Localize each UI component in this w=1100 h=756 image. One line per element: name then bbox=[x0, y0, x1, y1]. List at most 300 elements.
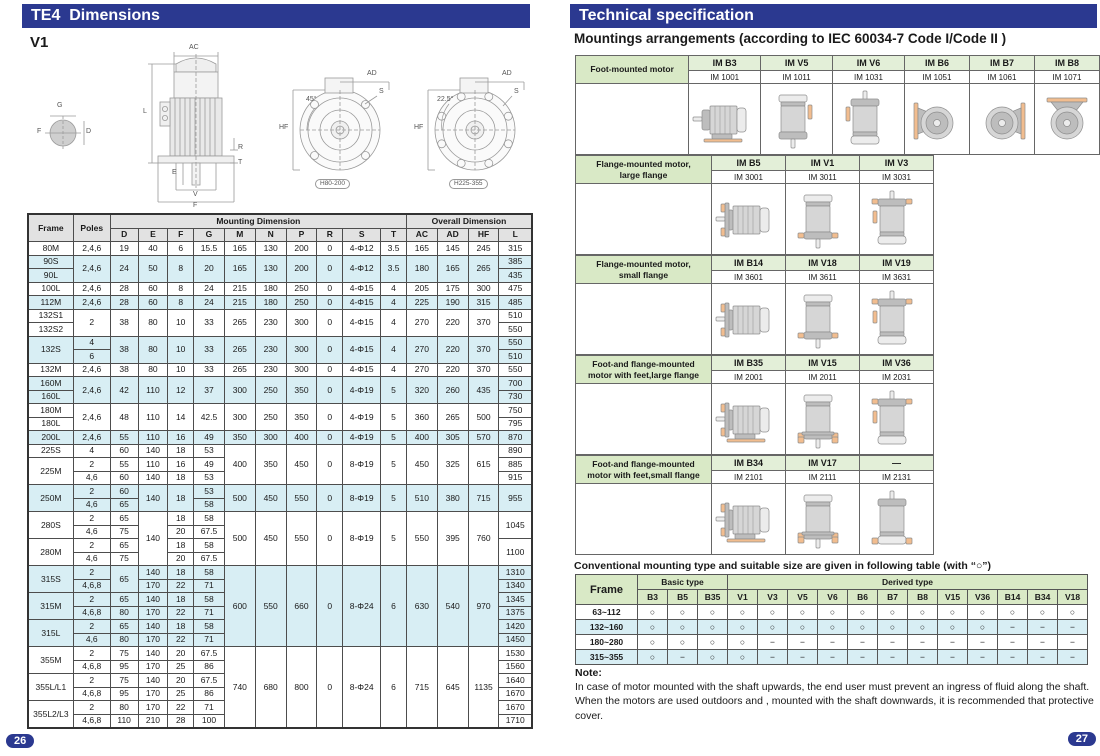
column-header: Mounting Dimension bbox=[110, 214, 406, 228]
dimension-cell: 730 bbox=[499, 390, 532, 404]
suitability-row bbox=[576, 605, 1088, 620]
dimension-cell: 550 bbox=[499, 363, 532, 377]
dim-label-v: V bbox=[193, 191, 198, 198]
mounting-section-table bbox=[575, 55, 1100, 155]
dimension-cell: 1640 bbox=[499, 674, 532, 688]
dimension-cell: 48 bbox=[110, 404, 138, 431]
dimension-cell: 14 bbox=[168, 404, 194, 431]
im-numeric-code: IM 1031 bbox=[833, 71, 905, 84]
dimension-cell: 6 bbox=[381, 647, 407, 729]
note-block bbox=[575, 666, 1097, 723]
dim-label-f2: F bbox=[193, 202, 198, 209]
suitability-mark: ○ bbox=[818, 605, 848, 620]
dimension-cell: 355M bbox=[28, 647, 73, 674]
dimension-cell: 170 bbox=[138, 660, 168, 674]
empty-cell bbox=[576, 384, 712, 455]
mounting-section-table bbox=[575, 355, 934, 455]
page-number-right: 27 bbox=[1068, 732, 1096, 746]
dimension-cell: 550 bbox=[499, 336, 532, 350]
dimension-cell: 20 bbox=[168, 552, 194, 566]
suitability-mark: ○ bbox=[698, 605, 728, 620]
dimension-cell: 65 bbox=[110, 566, 138, 593]
im-numeric-code: IM 3001 bbox=[712, 171, 786, 184]
dimension-cell: 55 bbox=[110, 431, 138, 445]
suitability-mark: ○ bbox=[938, 605, 968, 620]
dimension-cell: 250 bbox=[255, 404, 286, 431]
dimension-cell: 1420 bbox=[499, 620, 532, 634]
dimension-cell: 370 bbox=[468, 336, 499, 363]
dimension-cell: 550 bbox=[406, 512, 437, 566]
empty-cell bbox=[576, 284, 712, 355]
dimension-cell: 485 bbox=[499, 296, 532, 310]
dimension-cell: 510 bbox=[499, 309, 532, 323]
dimension-cell: 80 bbox=[110, 633, 138, 647]
dimension-cell: 65 bbox=[110, 593, 138, 607]
dimension-cell: 42 bbox=[110, 377, 138, 404]
dimension-cell: 4,6,8 bbox=[73, 687, 110, 701]
dimension-cell: 60 bbox=[110, 471, 138, 485]
dimension-cell: 230 bbox=[255, 336, 286, 363]
suitability-mark: ○ bbox=[878, 605, 908, 620]
dimension-cell: 67.5 bbox=[194, 525, 225, 539]
motor-face-right-icon bbox=[970, 87, 1034, 151]
suitability-title: Conventional mounting type and suitable size are given in following table (with “○”) bbox=[574, 560, 992, 572]
dimension-cell: 500 bbox=[224, 512, 255, 566]
motor-illustration-cell bbox=[712, 184, 786, 255]
suitability-mark: − bbox=[758, 635, 788, 650]
dimension-cell: 205 bbox=[406, 282, 437, 296]
dimension-cell: 1530 bbox=[499, 647, 532, 661]
dimension-cell: 110 bbox=[138, 431, 168, 445]
suitability-row bbox=[576, 650, 1088, 665]
dimension-cell: 265 bbox=[437, 404, 468, 431]
dimension-cell: 140 bbox=[138, 647, 168, 661]
dimension-cell: 300 bbox=[286, 336, 317, 363]
table-row bbox=[28, 566, 532, 580]
dimension-cell: 740 bbox=[224, 647, 255, 729]
dimension-cell: 370 bbox=[468, 309, 499, 336]
mount-type-column-header: B5 bbox=[668, 590, 698, 605]
dimension-cell: 18 bbox=[168, 512, 194, 526]
dimension-cell: 225 bbox=[406, 296, 437, 310]
dimension-cell: 1670 bbox=[499, 701, 532, 715]
page-27 bbox=[560, 0, 1100, 756]
dimension-cell: 4-Φ15 bbox=[343, 336, 381, 363]
frame-range-caption-1: H80-200 bbox=[315, 179, 350, 189]
dim-label-s2: S bbox=[514, 88, 519, 95]
suitability-mark: ○ bbox=[698, 635, 728, 650]
motor-illustration-cell bbox=[786, 284, 860, 355]
suitability-mark: − bbox=[968, 650, 998, 665]
dimension-cell: 600 bbox=[224, 566, 255, 647]
motor-illustration-cell bbox=[712, 384, 786, 455]
im-numeric-code: IM 2131 bbox=[860, 471, 934, 484]
dimension-cell: 870 bbox=[499, 431, 532, 445]
dimension-cell: 16 bbox=[168, 431, 194, 445]
mounting-category-label: Foot-and flange-mounted motor with feet,large flange bbox=[576, 356, 712, 384]
dimension-cell: 0 bbox=[317, 336, 343, 363]
column-header: S bbox=[343, 228, 381, 242]
dimension-cell: 170 bbox=[138, 633, 168, 647]
dimension-cell: 400 bbox=[406, 431, 437, 445]
suitability-mark: − bbox=[758, 650, 788, 665]
column-header: T bbox=[381, 228, 407, 242]
dimension-cell: 0 bbox=[317, 282, 343, 296]
dimension-cell: 2 bbox=[73, 593, 110, 607]
dimension-cell: 132S2 bbox=[28, 323, 73, 337]
table-row bbox=[28, 255, 532, 269]
motor-illustration-cell bbox=[860, 384, 934, 455]
dimension-cell: 630 bbox=[406, 566, 437, 647]
dimension-cell: 5 bbox=[381, 431, 407, 445]
dimension-cell: 210 bbox=[138, 714, 168, 728]
mounting-category-label: Flange-mounted motor, large flange bbox=[576, 156, 712, 184]
dimension-cell: 95 bbox=[110, 660, 138, 674]
dimension-cell: 71 bbox=[194, 606, 225, 620]
table-row bbox=[28, 377, 532, 391]
dimension-cell: 400 bbox=[224, 444, 255, 485]
dimension-cell: 25 bbox=[168, 660, 194, 674]
dimension-cell: 500 bbox=[224, 485, 255, 512]
dimension-cell: 200L bbox=[28, 431, 73, 445]
dimension-cell: 2,4,6 bbox=[73, 377, 110, 404]
dimension-cell: 145 bbox=[437, 242, 468, 256]
dimension-cell: 300 bbox=[286, 363, 317, 377]
mounting-section-table bbox=[575, 155, 934, 255]
dimension-cell: 53 bbox=[194, 471, 225, 485]
table-row bbox=[28, 336, 532, 350]
motor-v-down-flange-icon bbox=[786, 287, 859, 351]
dimension-cell: 86 bbox=[194, 660, 225, 674]
dimension-cell: 75 bbox=[110, 552, 138, 566]
dimension-cell: 22 bbox=[168, 606, 194, 620]
dimension-cell: 42.5 bbox=[194, 404, 225, 431]
dimension-cell: 140 bbox=[138, 471, 168, 485]
dimension-cell: 700 bbox=[499, 377, 532, 391]
im-type-code: IM B6 bbox=[904, 56, 969, 71]
column-header: AC bbox=[406, 228, 437, 242]
dimension-cell: 955 bbox=[499, 485, 532, 512]
dimension-cell: 1135 bbox=[468, 647, 499, 729]
dimension-cell: 800 bbox=[286, 647, 317, 729]
frame-range-cell: 63~112 bbox=[576, 605, 638, 620]
motor-illustration-cell bbox=[761, 84, 833, 155]
dimension-cell: 0 bbox=[317, 242, 343, 256]
dim-label-f: F bbox=[37, 128, 42, 135]
suitability-mark: ○ bbox=[698, 650, 728, 665]
suitability-mark: − bbox=[938, 635, 968, 650]
motor-face-top-icon bbox=[1035, 87, 1099, 151]
dimension-cell: 18 bbox=[168, 566, 194, 580]
suitability-mark: − bbox=[1058, 635, 1088, 650]
im-type-code: IM V19 bbox=[860, 256, 934, 271]
dimension-cell: 4-Φ19 bbox=[343, 431, 381, 445]
dimension-cell: 3.5 bbox=[381, 255, 407, 282]
dimension-cell: 180L bbox=[28, 417, 73, 431]
dimension-cell: 2,4,6 bbox=[73, 431, 110, 445]
im-type-code: IM B5 bbox=[712, 156, 786, 171]
suitability-mark: ○ bbox=[758, 605, 788, 620]
dimension-cell: 615 bbox=[468, 444, 499, 485]
im-type-code: IM V36 bbox=[860, 356, 934, 371]
column-header: L bbox=[499, 228, 532, 242]
dimensions-table bbox=[27, 213, 533, 729]
suitability-row bbox=[576, 635, 1088, 650]
dimension-cell: 400 bbox=[286, 431, 317, 445]
dimension-cell: 67.5 bbox=[194, 647, 225, 661]
dimension-cell: 0 bbox=[317, 377, 343, 404]
dimension-cell: 22 bbox=[168, 579, 194, 593]
motor-v-up-flange-icon bbox=[860, 187, 933, 251]
im-type-code: IM B35 bbox=[712, 356, 786, 371]
dimension-cell: 550 bbox=[499, 323, 532, 337]
suitability-mark: ○ bbox=[788, 605, 818, 620]
dimension-cell: 8-Φ19 bbox=[343, 512, 381, 566]
empty-cell bbox=[576, 84, 689, 155]
suitability-mark: ○ bbox=[968, 605, 998, 620]
frame-range-caption-2: H225-355 bbox=[449, 179, 488, 189]
dimension-cell: 170 bbox=[138, 606, 168, 620]
dimension-cell: 250 bbox=[286, 282, 317, 296]
mount-type-column-header: V6 bbox=[818, 590, 848, 605]
dimension-cell: 8 bbox=[168, 296, 194, 310]
dimension-cell: 8-Φ24 bbox=[343, 566, 381, 647]
page-title-right: Technical specification bbox=[570, 4, 1097, 28]
dimension-cell: 22 bbox=[168, 633, 194, 647]
dimension-cell: 132M bbox=[28, 363, 73, 377]
dimension-cell: 86 bbox=[194, 687, 225, 701]
column-header: Frame bbox=[28, 214, 73, 242]
dimension-cell: 0 bbox=[317, 431, 343, 445]
im-numeric-code: IM 1011 bbox=[761, 71, 833, 84]
mount-type-column-header: B8 bbox=[908, 590, 938, 605]
dimension-cell: 71 bbox=[194, 579, 225, 593]
dimension-cell: 8-Φ19 bbox=[343, 485, 381, 512]
suitability-mark: − bbox=[788, 650, 818, 665]
mount-type-column-header: B7 bbox=[878, 590, 908, 605]
column-header: N bbox=[255, 228, 286, 242]
table-row bbox=[28, 282, 532, 296]
suitability-mark: ○ bbox=[758, 620, 788, 635]
dimension-cell: 4-Φ15 bbox=[343, 363, 381, 377]
suitability-mark: − bbox=[998, 635, 1028, 650]
dimension-cell: 250 bbox=[286, 296, 317, 310]
im-numeric-code: IM 3611 bbox=[786, 271, 860, 284]
suitability-mark: ○ bbox=[968, 620, 998, 635]
dimension-cell: 300 bbox=[468, 282, 499, 296]
dimension-cell: 355L2/L3 bbox=[28, 701, 73, 729]
dimension-cell: 71 bbox=[194, 701, 225, 715]
suitability-mark: ○ bbox=[908, 605, 938, 620]
motor-illustration-cell bbox=[786, 384, 860, 455]
derived-type-header: Derived type bbox=[728, 575, 1088, 590]
dimension-cell: 20 bbox=[168, 525, 194, 539]
im-numeric-code: IM 3631 bbox=[860, 271, 934, 284]
dimension-cell: 305 bbox=[437, 431, 468, 445]
motor-v-up-foot-icon bbox=[860, 487, 933, 551]
dimension-cell: 270 bbox=[406, 363, 437, 377]
dimension-cell: 65 bbox=[110, 620, 138, 634]
dimension-cell: 12 bbox=[168, 377, 194, 404]
dimension-cell: 110 bbox=[138, 404, 168, 431]
suitability-mark: − bbox=[1058, 650, 1088, 665]
dimension-cell: 1450 bbox=[499, 633, 532, 647]
dimension-cell: 18 bbox=[168, 485, 194, 512]
motor-illustration-cell bbox=[1034, 84, 1099, 155]
dimension-cell: 395 bbox=[437, 512, 468, 566]
dimension-cell: 170 bbox=[138, 687, 168, 701]
suitability-mark: ○ bbox=[818, 620, 848, 635]
dimension-cell: 4,6 bbox=[73, 471, 110, 485]
page-title-left: TE4 Dimensions bbox=[22, 4, 530, 28]
dimension-cell: 160L bbox=[28, 390, 73, 404]
basic-type-header: Basic type bbox=[638, 575, 728, 590]
dim-label-angle1: 45° bbox=[306, 96, 317, 103]
page-number-left: 26 bbox=[6, 734, 34, 748]
suitability-mark: ○ bbox=[728, 620, 758, 635]
motor-illustration-cell bbox=[860, 284, 934, 355]
dimension-cell: 4-Φ15 bbox=[343, 309, 381, 336]
im-numeric-code: IM 2101 bbox=[712, 471, 786, 484]
dimension-cell: 220 bbox=[437, 363, 468, 377]
dimension-cell: 25 bbox=[168, 687, 194, 701]
dimension-cell: 16 bbox=[168, 458, 194, 472]
dim-label-s1: S bbox=[379, 88, 384, 95]
dimension-cell: 33 bbox=[194, 309, 225, 336]
dimension-cell: 165 bbox=[224, 242, 255, 256]
dimension-cell: 10 bbox=[168, 309, 194, 336]
dimension-cell: 550 bbox=[286, 512, 317, 566]
dimension-cell: 510 bbox=[406, 485, 437, 512]
dimension-cell: 49 bbox=[194, 458, 225, 472]
im-type-code: IM B8 bbox=[1034, 56, 1099, 71]
dimension-cell: 2 bbox=[73, 647, 110, 661]
suitability-mark: ○ bbox=[998, 605, 1028, 620]
dimension-cell: 4,6,8 bbox=[73, 660, 110, 674]
dimension-cell: 60 bbox=[110, 444, 138, 458]
suitability-mark: − bbox=[908, 650, 938, 665]
dimension-cell: 2 bbox=[73, 512, 110, 526]
dimension-cell: 2 bbox=[73, 620, 110, 634]
dimension-cell: 110 bbox=[138, 377, 168, 404]
suitability-mark: ○ bbox=[1028, 605, 1058, 620]
dimension-cell: 1710 bbox=[499, 714, 532, 728]
table-row bbox=[28, 431, 532, 445]
empty-cell bbox=[576, 484, 712, 555]
dimension-cell: 140 bbox=[138, 444, 168, 458]
mounting-section-table bbox=[575, 255, 934, 355]
dim-label-g: G bbox=[57, 102, 63, 109]
dimension-cell: 180 bbox=[255, 296, 286, 310]
dimension-cell: 130 bbox=[255, 255, 286, 282]
dimension-cell: 1310 bbox=[499, 566, 532, 580]
im-numeric-code: IM 2011 bbox=[786, 371, 860, 384]
motor-illustration-cell bbox=[689, 84, 761, 155]
dimension-cell: 450 bbox=[406, 444, 437, 485]
dim-label-hf1: HF bbox=[279, 124, 289, 131]
dimension-cell: 24 bbox=[194, 282, 225, 296]
motor-illustration-cell bbox=[833, 84, 905, 155]
im-numeric-code: IM 3031 bbox=[860, 171, 934, 184]
dimension-cell: 350 bbox=[286, 377, 317, 404]
motor-illustration-cell bbox=[786, 184, 860, 255]
dimension-cell: 4,6,8 bbox=[73, 714, 110, 728]
dimension-cell: 300 bbox=[224, 404, 255, 431]
dimension-cell: 4-Φ12 bbox=[343, 242, 381, 256]
dimension-cell: 2,4,6 bbox=[73, 404, 110, 431]
dimension-cell: 0 bbox=[317, 485, 343, 512]
dimension-cell: 90S bbox=[28, 255, 73, 269]
mount-type-column-header: V36 bbox=[968, 590, 998, 605]
table-row bbox=[28, 296, 532, 310]
dimension-cell: 4 bbox=[381, 363, 407, 377]
im-type-code: IM B7 bbox=[969, 56, 1034, 71]
dimension-cell: 0 bbox=[317, 296, 343, 310]
dimension-cell: 0 bbox=[317, 512, 343, 566]
dimension-cell: 58 bbox=[194, 512, 225, 526]
column-header: Overall Dimension bbox=[406, 214, 532, 228]
mount-type-column-header: V5 bbox=[788, 590, 818, 605]
dimension-cell: 58 bbox=[194, 539, 225, 553]
dimension-cell: 260 bbox=[437, 377, 468, 404]
dimension-cell: 315 bbox=[499, 242, 532, 256]
dimension-cell: 6 bbox=[73, 350, 110, 364]
dimension-cell: 220 bbox=[437, 309, 468, 336]
suitability-mark: − bbox=[848, 635, 878, 650]
dimension-cell: 95 bbox=[110, 687, 138, 701]
dimension-cell: 315 bbox=[468, 296, 499, 310]
suitability-mark: − bbox=[818, 635, 848, 650]
dimension-cell: 71 bbox=[194, 633, 225, 647]
dimension-cell: 280S bbox=[28, 512, 73, 539]
dimension-cell: 230 bbox=[255, 363, 286, 377]
dimension-cell: 65 bbox=[110, 512, 138, 526]
suitability-mark: − bbox=[998, 620, 1028, 635]
mount-type-column-header: B34 bbox=[1028, 590, 1058, 605]
suitability-mark: ○ bbox=[878, 620, 908, 635]
dimension-cell: 550 bbox=[255, 566, 286, 647]
dimension-cell: 140 bbox=[138, 674, 168, 688]
dimension-cell: 8 bbox=[168, 282, 194, 296]
motor-illustration-cell bbox=[786, 484, 860, 555]
dimension-cell: 5 bbox=[381, 404, 407, 431]
dim-label-ad2: AD bbox=[502, 70, 512, 77]
mount-type-column-header: B6 bbox=[848, 590, 878, 605]
mounting-category-label: Foot-mounted motor bbox=[576, 56, 689, 84]
dimension-cell: 4 bbox=[73, 444, 110, 458]
suitability-mark: − bbox=[668, 650, 698, 665]
dimension-cell: 100 bbox=[194, 714, 225, 728]
dimension-cell: 24 bbox=[110, 255, 138, 282]
dimension-cell: 325 bbox=[437, 444, 468, 485]
dimension-cell: 750 bbox=[499, 404, 532, 418]
dimension-cell: 2 bbox=[73, 309, 110, 336]
column-header: HF bbox=[468, 228, 499, 242]
suitability-mark: ○ bbox=[638, 620, 668, 635]
im-type-code: IM V5 bbox=[761, 56, 833, 71]
motor-illustration-cell bbox=[904, 84, 969, 155]
mounting-category-label: Foot-and flange-mounted motor with feet,small flange bbox=[576, 456, 712, 484]
dimension-cell: 890 bbox=[499, 444, 532, 458]
suitability-mark: − bbox=[968, 635, 998, 650]
im-numeric-code: IM 2031 bbox=[860, 371, 934, 384]
suitability-mark: ○ bbox=[848, 620, 878, 635]
motor-v-up-flange-icon bbox=[860, 387, 933, 451]
mounting-category-label: Flange-mounted motor, small flange bbox=[576, 256, 712, 284]
dim-label-hf2: HF bbox=[414, 124, 424, 131]
dimension-cell: 500 bbox=[468, 404, 499, 431]
dimension-cell: 18 bbox=[168, 444, 194, 458]
